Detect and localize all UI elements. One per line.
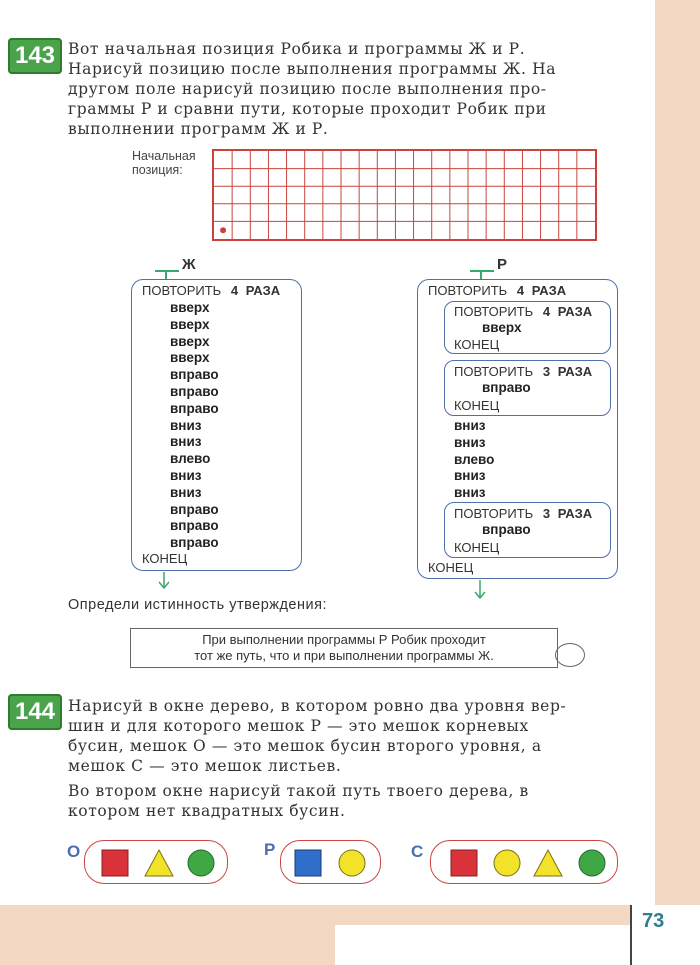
program-zh-command: вниз xyxy=(170,467,202,483)
bag-s-letter: С xyxy=(411,842,424,861)
bag-r-beads xyxy=(281,841,382,885)
program-r-repeat-count: 4 xyxy=(516,283,525,298)
program-zh-command: вправо xyxy=(170,535,219,551)
task-144-text xyxy=(68,696,623,776)
start-position-label-line-2: позиция: xyxy=(132,163,183,177)
bag-s xyxy=(430,840,618,884)
task-144-badge: 144 xyxy=(8,694,62,730)
bag-o-beads xyxy=(85,841,229,885)
program-zh-name: Ж xyxy=(182,256,196,273)
program-r-inner-2-end: КОНЕЦ xyxy=(454,398,500,413)
program-r-inner-1-word: ПОВТОРИТЬ xyxy=(454,304,534,319)
program-r-inner-3-repeat xyxy=(454,506,592,523)
program-r-command: влево xyxy=(454,451,495,467)
program-r-inner-3-count: 3 xyxy=(542,506,551,521)
program-r-inner-2-count: 3 xyxy=(542,364,551,379)
program-zh-command: вниз xyxy=(170,484,202,500)
page-number: 73 xyxy=(642,910,665,932)
program-r-command: вниз xyxy=(454,434,486,450)
start-position-label-line-1: Начальная xyxy=(132,149,196,163)
start-position-label xyxy=(132,149,196,177)
program-zh-command: вправо xyxy=(170,518,219,534)
yellow-circle-bead xyxy=(494,850,520,876)
bag-r-letter: Р xyxy=(264,840,276,859)
task-143-text xyxy=(68,39,623,139)
program-zh-tick xyxy=(155,270,179,272)
program-zh-command: вверх xyxy=(170,350,210,366)
program-zh-repeat-line xyxy=(142,283,280,300)
program-zh-end: КОНЕЦ xyxy=(142,551,188,566)
task-144-text2-line-1: Во втором окне нарисуй такой путь твоего дерева, в xyxy=(68,782,529,800)
bag-o xyxy=(84,840,228,884)
program-zh-command: вправо xyxy=(170,367,219,383)
program-zh-repeat-word: ПОВТОРИТЬ xyxy=(142,283,222,298)
task-143-line-5: выполнении программ Ж и Р. xyxy=(68,120,329,138)
program-zh-box xyxy=(131,279,302,571)
program-r-end: КОНЕЦ xyxy=(428,560,474,575)
task-144-line-3: бусин, мешок О — это мешок бусин второго уровня, а xyxy=(68,737,542,755)
red-square-bead xyxy=(102,850,128,876)
program-r-inner-1-unit: РАЗА xyxy=(557,304,593,319)
task-144-text2-line-2: котором нет квадратных бусин. xyxy=(68,802,346,820)
program-r-inner-3-word: ПОВТОРИТЬ xyxy=(454,506,534,521)
robot-marker xyxy=(220,227,226,233)
task-143-line-3: другом поле нарисуй позицию после выполнения про- xyxy=(68,80,547,98)
bag-r xyxy=(280,840,381,884)
program-r-inner-2-command: вправо xyxy=(482,380,531,395)
program-r-inner-2-word: ПОВТОРИТЬ xyxy=(454,364,534,379)
red-square-bead xyxy=(451,850,477,876)
program-r-inner-1-command: вверх xyxy=(482,320,522,335)
program-r-inner-3-end: КОНЕЦ xyxy=(454,540,500,555)
program-r-inner-3-command: вправо xyxy=(482,522,531,537)
program-r-inner-1-count: 4 xyxy=(542,304,551,319)
statement-line-1: При выполнении программы Р Робик проходит xyxy=(202,632,486,647)
grid-svg xyxy=(214,151,595,239)
program-r-inner-2 xyxy=(444,360,611,416)
program-r-commands xyxy=(454,418,494,502)
program-r-inner-1-repeat xyxy=(454,304,592,321)
task-143-line-2: Нарисуй позицию после выполнения программы Ж. На xyxy=(68,60,557,78)
program-r-repeat-unit: РАЗА xyxy=(531,283,567,298)
task-143-badge: 143 xyxy=(8,38,62,74)
yellow-triangle-bead xyxy=(145,850,173,876)
page-edge-panel xyxy=(655,0,700,965)
yellow-triangle-bead xyxy=(534,850,562,876)
program-r-command: вниз xyxy=(454,468,486,484)
program-r-command: вниз xyxy=(454,418,486,433)
program-zh-repeat-unit: РАЗА xyxy=(245,283,281,298)
program-zh-command: вправо xyxy=(170,400,219,416)
program-zh-command: вправо xyxy=(170,501,219,517)
bag-s-beads xyxy=(431,841,619,885)
program-r-box xyxy=(417,279,618,579)
page-number-box xyxy=(630,905,700,965)
program-r-name: Р xyxy=(497,256,508,273)
answer-oval[interactable] xyxy=(555,643,585,667)
program-r-inner-2-repeat xyxy=(454,364,592,381)
program-zh-command: вверх xyxy=(170,316,210,332)
program-r-repeat-word: ПОВТОРИТЬ xyxy=(428,283,508,298)
program-r-inner-3 xyxy=(444,502,611,558)
green-circle-bead xyxy=(188,850,214,876)
task-144-line-2: шин и для которого мешок Р — это мешок корневых xyxy=(68,717,529,735)
program-r-inner-1 xyxy=(444,301,611,354)
program-zh-command: вверх xyxy=(170,300,210,315)
program-r-inner-3-unit: РАЗА xyxy=(557,506,593,521)
task-144-line-4: мешок С — это мешок листьев. xyxy=(68,757,342,775)
task-143-question: Определи истинность утверждения: xyxy=(68,597,327,613)
program-zh-command: вниз xyxy=(170,434,202,450)
statement-box xyxy=(130,628,558,668)
program-zh-command: влево xyxy=(170,451,211,467)
program-r-exit-arrow xyxy=(474,580,486,600)
statement-line-2: тот же путь, что и при выполнении программы Ж. xyxy=(194,648,494,663)
program-r-inner-1-end: КОНЕЦ xyxy=(454,337,500,352)
page-bottom-white-area xyxy=(335,925,635,965)
bag-o-letter: О xyxy=(67,842,81,861)
program-r-inner-2-unit: РАЗА xyxy=(557,364,593,379)
program-zh-repeat-count: 4 xyxy=(230,283,239,298)
yellow-circle-bead xyxy=(339,850,365,876)
green-circle-bead xyxy=(579,850,605,876)
program-r-repeat-line xyxy=(428,283,566,300)
task-143-line-4: граммы Р и сравни пути, которые проходит Робик при xyxy=(68,100,547,118)
program-zh-exit-arrow xyxy=(158,572,170,590)
program-zh-commands xyxy=(170,300,219,552)
blue-square-bead xyxy=(295,850,321,876)
program-zh-command: вправо xyxy=(170,383,219,399)
program-zh-command: вверх xyxy=(170,333,210,349)
task-144-line-1: Нарисуй в окне дерево, в котором ровно два уровня вер- xyxy=(68,697,567,715)
task-144-text-2 xyxy=(68,781,623,821)
program-r-tick xyxy=(470,270,494,272)
start-position-grid xyxy=(212,149,597,241)
task-143-line-1: Вот начальная позиция Робика и программы Ж и Р. xyxy=(68,40,526,58)
program-r-command: вниз xyxy=(454,485,486,501)
program-zh-command: вниз xyxy=(170,417,202,433)
